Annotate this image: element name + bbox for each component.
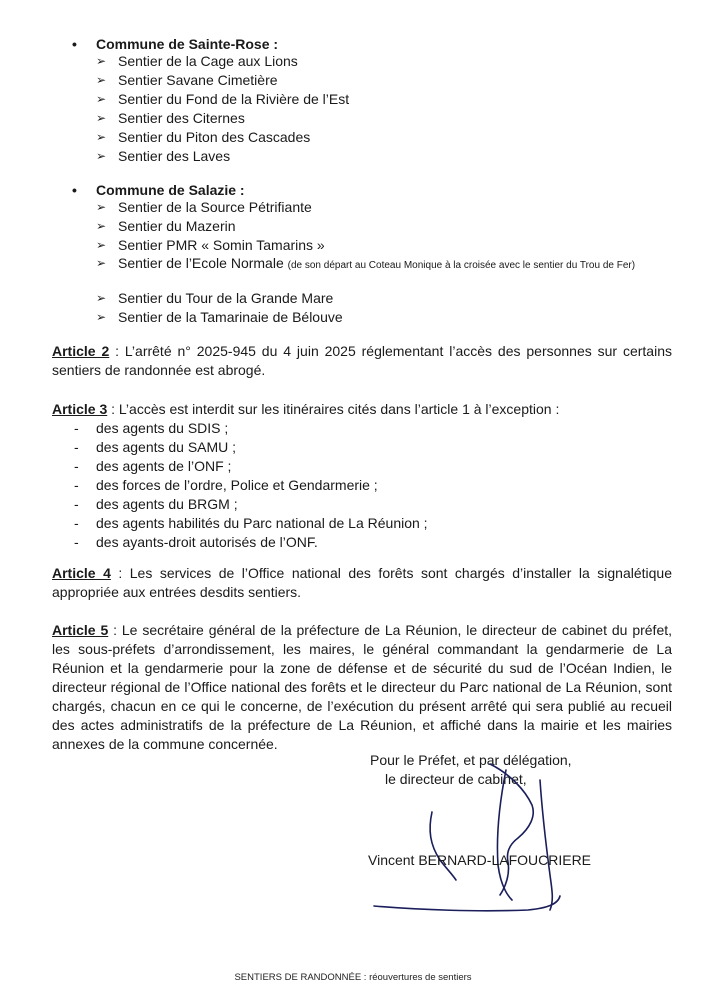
commune-name: Commune de Sainte-Rose : [96, 36, 279, 52]
article-text: : Les services de l’Office national des forêts sont chargés d’installer la signalétique appropriée aux entrées desdits sentiers. [52, 565, 673, 600]
arrow-bullet-icon: ➢ [96, 111, 107, 125]
list-item: - des agents du BRGM ; [74, 496, 238, 512]
article-text: : Le secrétaire général de la préfecture de La Réunion, le directeur de cabinet du préfet, les sous-préfets d’arrondissement, les maires, le général commandant la gendarmerie de La Réunion et la gendarmerie pour la zone de défense et de sécurité du sud de l’Océan Indien, le directeur régional de l’Office national des forêts et le directeur du Parc national de La Réunion, sont chargés, chacun en ce qui le concerne, de l’exécution du présent arrêté qui sera publié au recueil des actes administratifs de la préfecture de La Réunion, et affiché dans la mairie et les mairies annexes de la commune concernée. [52, 622, 673, 752]
list-item: - des ayants-droit autorisés de l’ONF. [74, 534, 318, 550]
list-item: ➢ Sentier du Fond de la Rivière de l’Est [96, 91, 350, 107]
list-item: ➢ Sentier du Mazerin [96, 218, 236, 234]
article-text: : L’accès est interdit sur les itinéraires cités dans l’article 1 à l’exception : [107, 401, 560, 417]
commune-name: Commune de Salazie : [96, 182, 245, 198]
signature-line-2: le directeur de cabinet, [385, 771, 527, 787]
arrow-bullet-icon: ➢ [96, 54, 107, 68]
trail-list-salazie [96, 198, 648, 327]
list-item: - des agents du SAMU ; [74, 439, 237, 455]
list-item: ➢ Sentier des Citernes [96, 110, 245, 126]
list-item: ➢ Sentier de la Source Pétrifiante [96, 199, 312, 215]
arrow-bullet-icon: ➢ [96, 256, 107, 270]
arrow-bullet-icon: ➢ [96, 291, 107, 305]
arrow-bullet-icon: ➢ [96, 219, 107, 233]
arrow-bullet-icon: ➢ [96, 92, 107, 106]
list-item: ➢ Sentier des Laves [96, 148, 231, 164]
arrow-bullet-icon: ➢ [96, 238, 107, 252]
list-item: ➢ Sentier de la Cage aux Lions [96, 53, 298, 69]
article-text: : L’arrêté n° 2025-945 du 4 juin 2025 réglementant l’accès des personnes sur certains sentiers de randonnée est abrogé. [52, 343, 672, 378]
bullet-icon: • [72, 182, 77, 198]
article-label: Article 2 [52, 343, 110, 359]
article-5 [52, 621, 672, 754]
list-item: - des agents de l’ONF ; [74, 458, 232, 474]
list-item: ➢ Sentier de la Tamarinaie de Bélouve [96, 309, 343, 325]
trail-list-sainte-rose [96, 52, 349, 166]
footer: SENTIERS DE RANDONNÉE : réouvertures de sentiers [234, 972, 472, 983]
signature-line-1: Pour le Préfet, et par délégation, [370, 752, 572, 768]
exception-list [72, 419, 428, 552]
article-3 [52, 400, 672, 419]
list-item: ➢ Sentier de l’Ecole Normale (de son départ au Coteau Monique à la croisée avec le sentier du Trou de Fer) [96, 255, 636, 271]
trail-note: (de son départ au Coteau Monique à la croisée avec le sentier du Trou de Fer) [287, 260, 636, 271]
arrow-bullet-icon: ➢ [96, 200, 107, 214]
list-item: - des agents habilités du Parc national de La Réunion ; [74, 515, 428, 531]
list-item: - des forces de l’ordre, Police et Gendarmerie ; [74, 477, 378, 493]
handwritten-signature [360, 750, 600, 920]
article-label: Article 5 [52, 622, 109, 638]
list-item: ➢ Sentier du Piton des Cascades [96, 129, 311, 145]
arrow-bullet-icon: ➢ [96, 130, 107, 144]
article-label: Article 3 [52, 401, 108, 417]
article-2 [52, 342, 672, 380]
list-item: ➢ Sentier PMR « Somin Tamarins » [96, 237, 325, 253]
list-item: ➢ Sentier du Tour de la Grande Mare [96, 290, 334, 306]
bullet-icon: • [72, 36, 77, 52]
list-item: ➢ Sentier Savane Cimetière [96, 72, 278, 88]
list-item: - des agents du SDIS ; [74, 420, 229, 436]
signatory-name: Vincent BERNARD-LAFOUCRIERE [368, 852, 592, 868]
article-4 [52, 564, 672, 602]
article-label: Article 4 [52, 565, 111, 581]
arrow-bullet-icon: ➢ [96, 149, 107, 163]
arrow-bullet-icon: ➢ [96, 73, 107, 87]
arrow-bullet-icon: ➢ [96, 310, 107, 324]
